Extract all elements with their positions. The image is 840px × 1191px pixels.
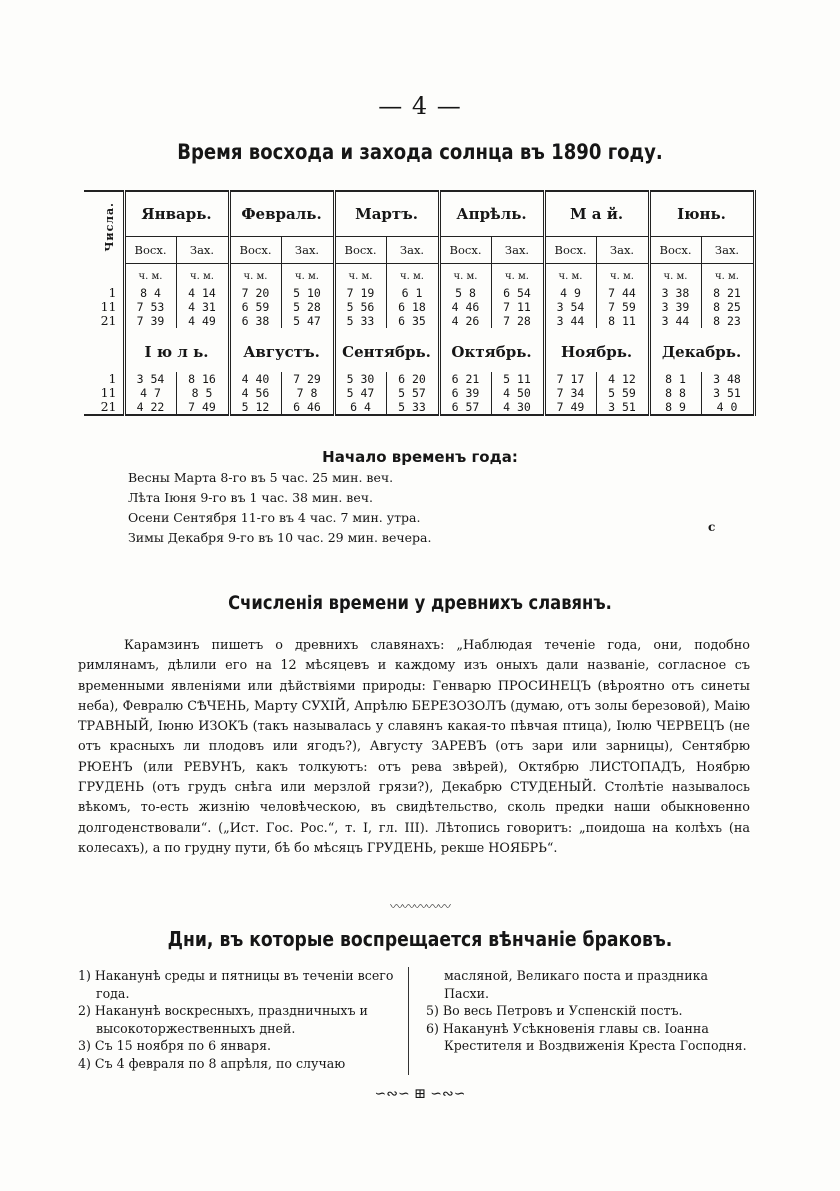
sunset-time: 5 57 xyxy=(386,386,439,400)
day-column-header xyxy=(84,191,124,264)
month-header: Февраль. xyxy=(229,191,334,237)
sunset-time: 5 11 xyxy=(491,372,544,386)
sunset-time: 4 14 xyxy=(176,286,229,300)
sunrise-time: 5 47 xyxy=(334,386,386,400)
sunrise-time: 5 33 xyxy=(334,314,386,328)
sunrise-time: 3 54 xyxy=(124,372,176,386)
sunset-time: 8 5 xyxy=(176,386,229,400)
season-winter: Зимы Декабря 9-го въ 10 час. 29 мин. вечера. xyxy=(128,530,432,545)
sunset-time: 8 11 xyxy=(596,314,649,328)
day-number: 11 xyxy=(100,385,117,400)
sunset-time: 6 1 xyxy=(386,286,439,300)
unit-label: ч. м. xyxy=(386,264,439,287)
sunset-time: 3 48 xyxy=(701,372,754,386)
unit-label: ч. м. xyxy=(334,264,386,287)
sunset-time: 8 16 xyxy=(176,372,229,386)
sunset-time: 8 23 xyxy=(701,314,754,328)
list-item: 1) Наканунѣ среды и пятницы въ теченіи всего года. xyxy=(78,968,394,1001)
sunrise-time: 5 56 xyxy=(334,300,386,314)
sunset-time: 7 11 xyxy=(491,300,544,314)
month-header: Іюнь. xyxy=(649,191,754,237)
sunrise-sunset-table xyxy=(84,190,756,416)
list-item: 4) Съ 4 февраля по 8 апрѣля, по случаю xyxy=(78,1055,346,1071)
sunrise-time: 4 56 xyxy=(229,386,281,400)
sunset-header: Зах. xyxy=(701,237,754,264)
day-number: 11 xyxy=(100,299,117,314)
month-header: Сентябрь. xyxy=(334,328,439,372)
sunset-time: 7 28 xyxy=(491,314,544,328)
sunrise-time: 4 46 xyxy=(439,300,491,314)
seasons-heading: Начало временъ года: xyxy=(322,448,518,466)
sunset-time: 4 50 xyxy=(491,386,544,400)
day-number: 21 xyxy=(84,400,124,415)
list-item: 3) Съ 15 ноября по 6 января. xyxy=(78,1038,272,1053)
unit-label: ч. м. xyxy=(281,264,334,287)
sunrise-time: 8 8 xyxy=(649,386,701,400)
sunrise-time: 3 38 xyxy=(649,286,701,300)
stray-mark: с xyxy=(708,520,716,534)
sunrise-time: 3 39 xyxy=(649,300,701,314)
season-summer: Лѣта Іюня 9-го въ 1 час. 38 мин. веч. xyxy=(128,490,373,505)
sunset-time: 7 49 xyxy=(176,400,229,415)
month-header: Мартъ. xyxy=(334,191,439,237)
sunrise-header: Восх. xyxy=(124,237,176,264)
sunrise-header: Восх. xyxy=(334,237,386,264)
month-header: Январь. xyxy=(124,191,229,237)
slavs-title: Счисленія времени у древнихъ славянъ. xyxy=(228,592,612,614)
month-header: Августъ. xyxy=(229,328,334,372)
sunrise-time: 7 39 xyxy=(124,314,176,328)
sunrise-time: 6 38 xyxy=(229,314,281,328)
month-header: Октябрь. xyxy=(439,328,544,372)
unit-label: ч. м. xyxy=(176,264,229,287)
sunrise-time: 4 26 xyxy=(439,314,491,328)
day-column-label: Числа. xyxy=(102,201,116,252)
sunset-time: 4 0 xyxy=(701,400,754,415)
sunset-time: 3 51 xyxy=(596,400,649,415)
ornament-tailpiece: ∽∾∽ ⊞ ∽∾∽ xyxy=(374,1086,466,1102)
sunrise-time: 6 4 xyxy=(334,400,386,415)
sunset-header: Зах. xyxy=(386,237,439,264)
sunrise-time: 7 17 xyxy=(544,372,596,386)
sunset-time: 6 46 xyxy=(281,400,334,415)
sunrise-time: 6 39 xyxy=(439,386,491,400)
wedding-list-right xyxy=(426,967,752,1055)
sunset-time: 7 59 xyxy=(596,300,649,314)
list-item: масляной, Великаго поста и праздника Пасхи. xyxy=(444,968,709,1001)
sunset-time: 5 47 xyxy=(281,314,334,328)
sunset-header: Зах. xyxy=(491,237,544,264)
sunset-time: 4 30 xyxy=(491,400,544,415)
sunset-time: 7 8 xyxy=(281,386,334,400)
day-spacer xyxy=(84,328,124,372)
sunset-header: Зах. xyxy=(281,237,334,264)
sunrise-time: 7 34 xyxy=(544,386,596,400)
sunrise-time: 8 4 xyxy=(124,286,176,300)
sunset-time: 6 35 xyxy=(386,314,439,328)
sunrise-time: 5 30 xyxy=(334,372,386,386)
month-header: Апрѣль. xyxy=(439,191,544,237)
day-number: 21 xyxy=(100,313,117,328)
sunset-time: 8 21 xyxy=(701,286,754,300)
day-spacer xyxy=(84,264,124,287)
weddings-title: Дни, въ которые воспрещается вѣнчаніе браковъ. xyxy=(167,927,673,951)
sunset-time: 8 25 xyxy=(701,300,754,314)
sunset-header: Зах. xyxy=(596,237,649,264)
sunrise-time: 5 12 xyxy=(229,400,281,415)
unit-label: ч. м. xyxy=(701,264,754,287)
sunrise-time: 3 44 xyxy=(544,314,596,328)
unit-label: ч. м. xyxy=(229,264,281,287)
list-item: 6) Наканунѣ Усѣкновенія главы св. Іоанна Крестителя и Воздвиженія Креста Господня. xyxy=(426,1020,747,1053)
day-number: 1 xyxy=(108,371,117,386)
unit-label: ч. м. xyxy=(439,264,491,287)
sunrise-time: 4 40 xyxy=(229,372,281,386)
sunset-time: 4 31 xyxy=(176,300,229,314)
sunset-header: Зах. xyxy=(176,237,229,264)
sunrise-time: 6 21 xyxy=(439,372,491,386)
unit-label: ч. м. xyxy=(124,264,176,287)
unit-label: ч. м. xyxy=(649,264,701,287)
sunset-time: 6 18 xyxy=(386,300,439,314)
sunrise-time: 6 57 xyxy=(439,400,491,415)
day-number: 1 xyxy=(108,285,117,300)
month-header: І ю л ь. xyxy=(124,328,229,372)
season-spring: Весны Марта 8-го въ 5 час. 25 мин. веч. xyxy=(128,470,394,485)
month-header: М а й. xyxy=(544,191,649,237)
sunrise-header: Восх. xyxy=(649,237,701,264)
sunset-time: 5 59 xyxy=(596,386,649,400)
sunset-time: 4 12 xyxy=(596,372,649,386)
list-item: 5) Во весь Петровъ и Успенскій постъ. xyxy=(426,1003,683,1018)
sunset-time: 6 20 xyxy=(386,372,439,386)
sunrise-time: 4 7 xyxy=(124,386,176,400)
list-item: 2) Наканунѣ воскресныхъ, праздничныхъ и высокоторжественныхъ дней. xyxy=(78,1003,368,1036)
sunrise-time: 8 9 xyxy=(649,400,701,415)
sunset-time: 5 33 xyxy=(386,400,439,415)
month-header: Декабрь. xyxy=(649,328,754,372)
unit-label: ч. м. xyxy=(596,264,649,287)
sunrise-time: 7 19 xyxy=(334,286,386,300)
sunrise-time: 7 49 xyxy=(544,400,596,415)
sunrise-time: 7 20 xyxy=(229,286,281,300)
sunrise-header: Восх. xyxy=(229,237,281,264)
sunrise-time: 7 53 xyxy=(124,300,176,314)
sunset-time: 6 54 xyxy=(491,286,544,300)
sunset-time: 4 49 xyxy=(176,314,229,328)
sunrise-time: 4 22 xyxy=(124,400,176,415)
sunrise-time: 4 9 xyxy=(544,286,596,300)
unit-label: ч. м. xyxy=(491,264,544,287)
sunset-time: 5 10 xyxy=(281,286,334,300)
sun-table-title: Время восхода и захода солнца въ 1890 году. xyxy=(177,140,663,164)
page-number: — 4 — xyxy=(378,92,462,120)
sunrise-header: Восх. xyxy=(439,237,491,264)
unit-label: ч. м. xyxy=(544,264,596,287)
wedding-list-left xyxy=(78,967,409,1075)
sunset-time: 7 44 xyxy=(596,286,649,300)
sunrise-time: 6 59 xyxy=(229,300,281,314)
slavs-paragraph: Карамзинъ пишетъ о древнихъ славянахъ: „Наблюдая теченіе года, они, подобно римлянамъ, дѣлили его на 12 мѣсяцевъ и каждому изъ оныхъ дали названіе, согласное съ временными явленіями или дѣйствіями природы: Генварю ПРОСИНЕЦЪ (вѣроятно отъ синеты неба), Февралю СѢЧЕНЬ, Марту СУХІЙ, Апрѣлю БЕРЕЗОЗОЛЪ (думаю, отъ золы березовой), Маію ТРАВНЫЙ, Іюню ИЗОКЪ (такъ называлась у славянъ какая-то пѣвчая птица), Іюлю ЧЕРВЕЦЪ (не отъ красныхъ ли плодовъ или ягодъ?), Августу ЗАРЕВЪ (отъ зари или зарницы), Сентябрю РЮЕНЪ (или РЕВУНЪ, какъ толкуютъ: отъ рева звѣрей), Октябрю ЛИСТОПАДЪ, Ноябрю ГРУДЕНЬ (отъ грудъ снѣга или мерзлой грязи?), Декабрю СТУДЕНЫЙ. Столѣтіе называлось вѣкомъ, то-есть жизнію человѣческою, въ свидѣтельство, сколь предки наши обыкновенно долгоденствовали“. („Ист. Гос. Рос.“, т. I, гл. III). Лѣтопись говоритъ: „поидоша на колѣхъ (на колесахъ), а по груднy пути, бѣ бо мѣсяцъ ГРУДЕНЬ, рекше НОЯБРЬ“. xyxy=(78,638,750,856)
ornament-divider: 〰〰〰〰〰 xyxy=(389,900,450,915)
month-header: Ноябрь. xyxy=(544,328,649,372)
season-autumn: Осени Сентября 11-го въ 4 час. 7 мин. утра. xyxy=(128,510,421,525)
sunset-time: 3 51 xyxy=(701,386,754,400)
sunset-time: 5 28 xyxy=(281,300,334,314)
sunrise-time: 5 8 xyxy=(439,286,491,300)
sunrise-time: 8 1 xyxy=(649,372,701,386)
sunrise-time: 3 54 xyxy=(544,300,596,314)
sunrise-header: Восх. xyxy=(544,237,596,264)
sunset-time: 7 29 xyxy=(281,372,334,386)
sunrise-time: 3 44 xyxy=(649,314,701,328)
